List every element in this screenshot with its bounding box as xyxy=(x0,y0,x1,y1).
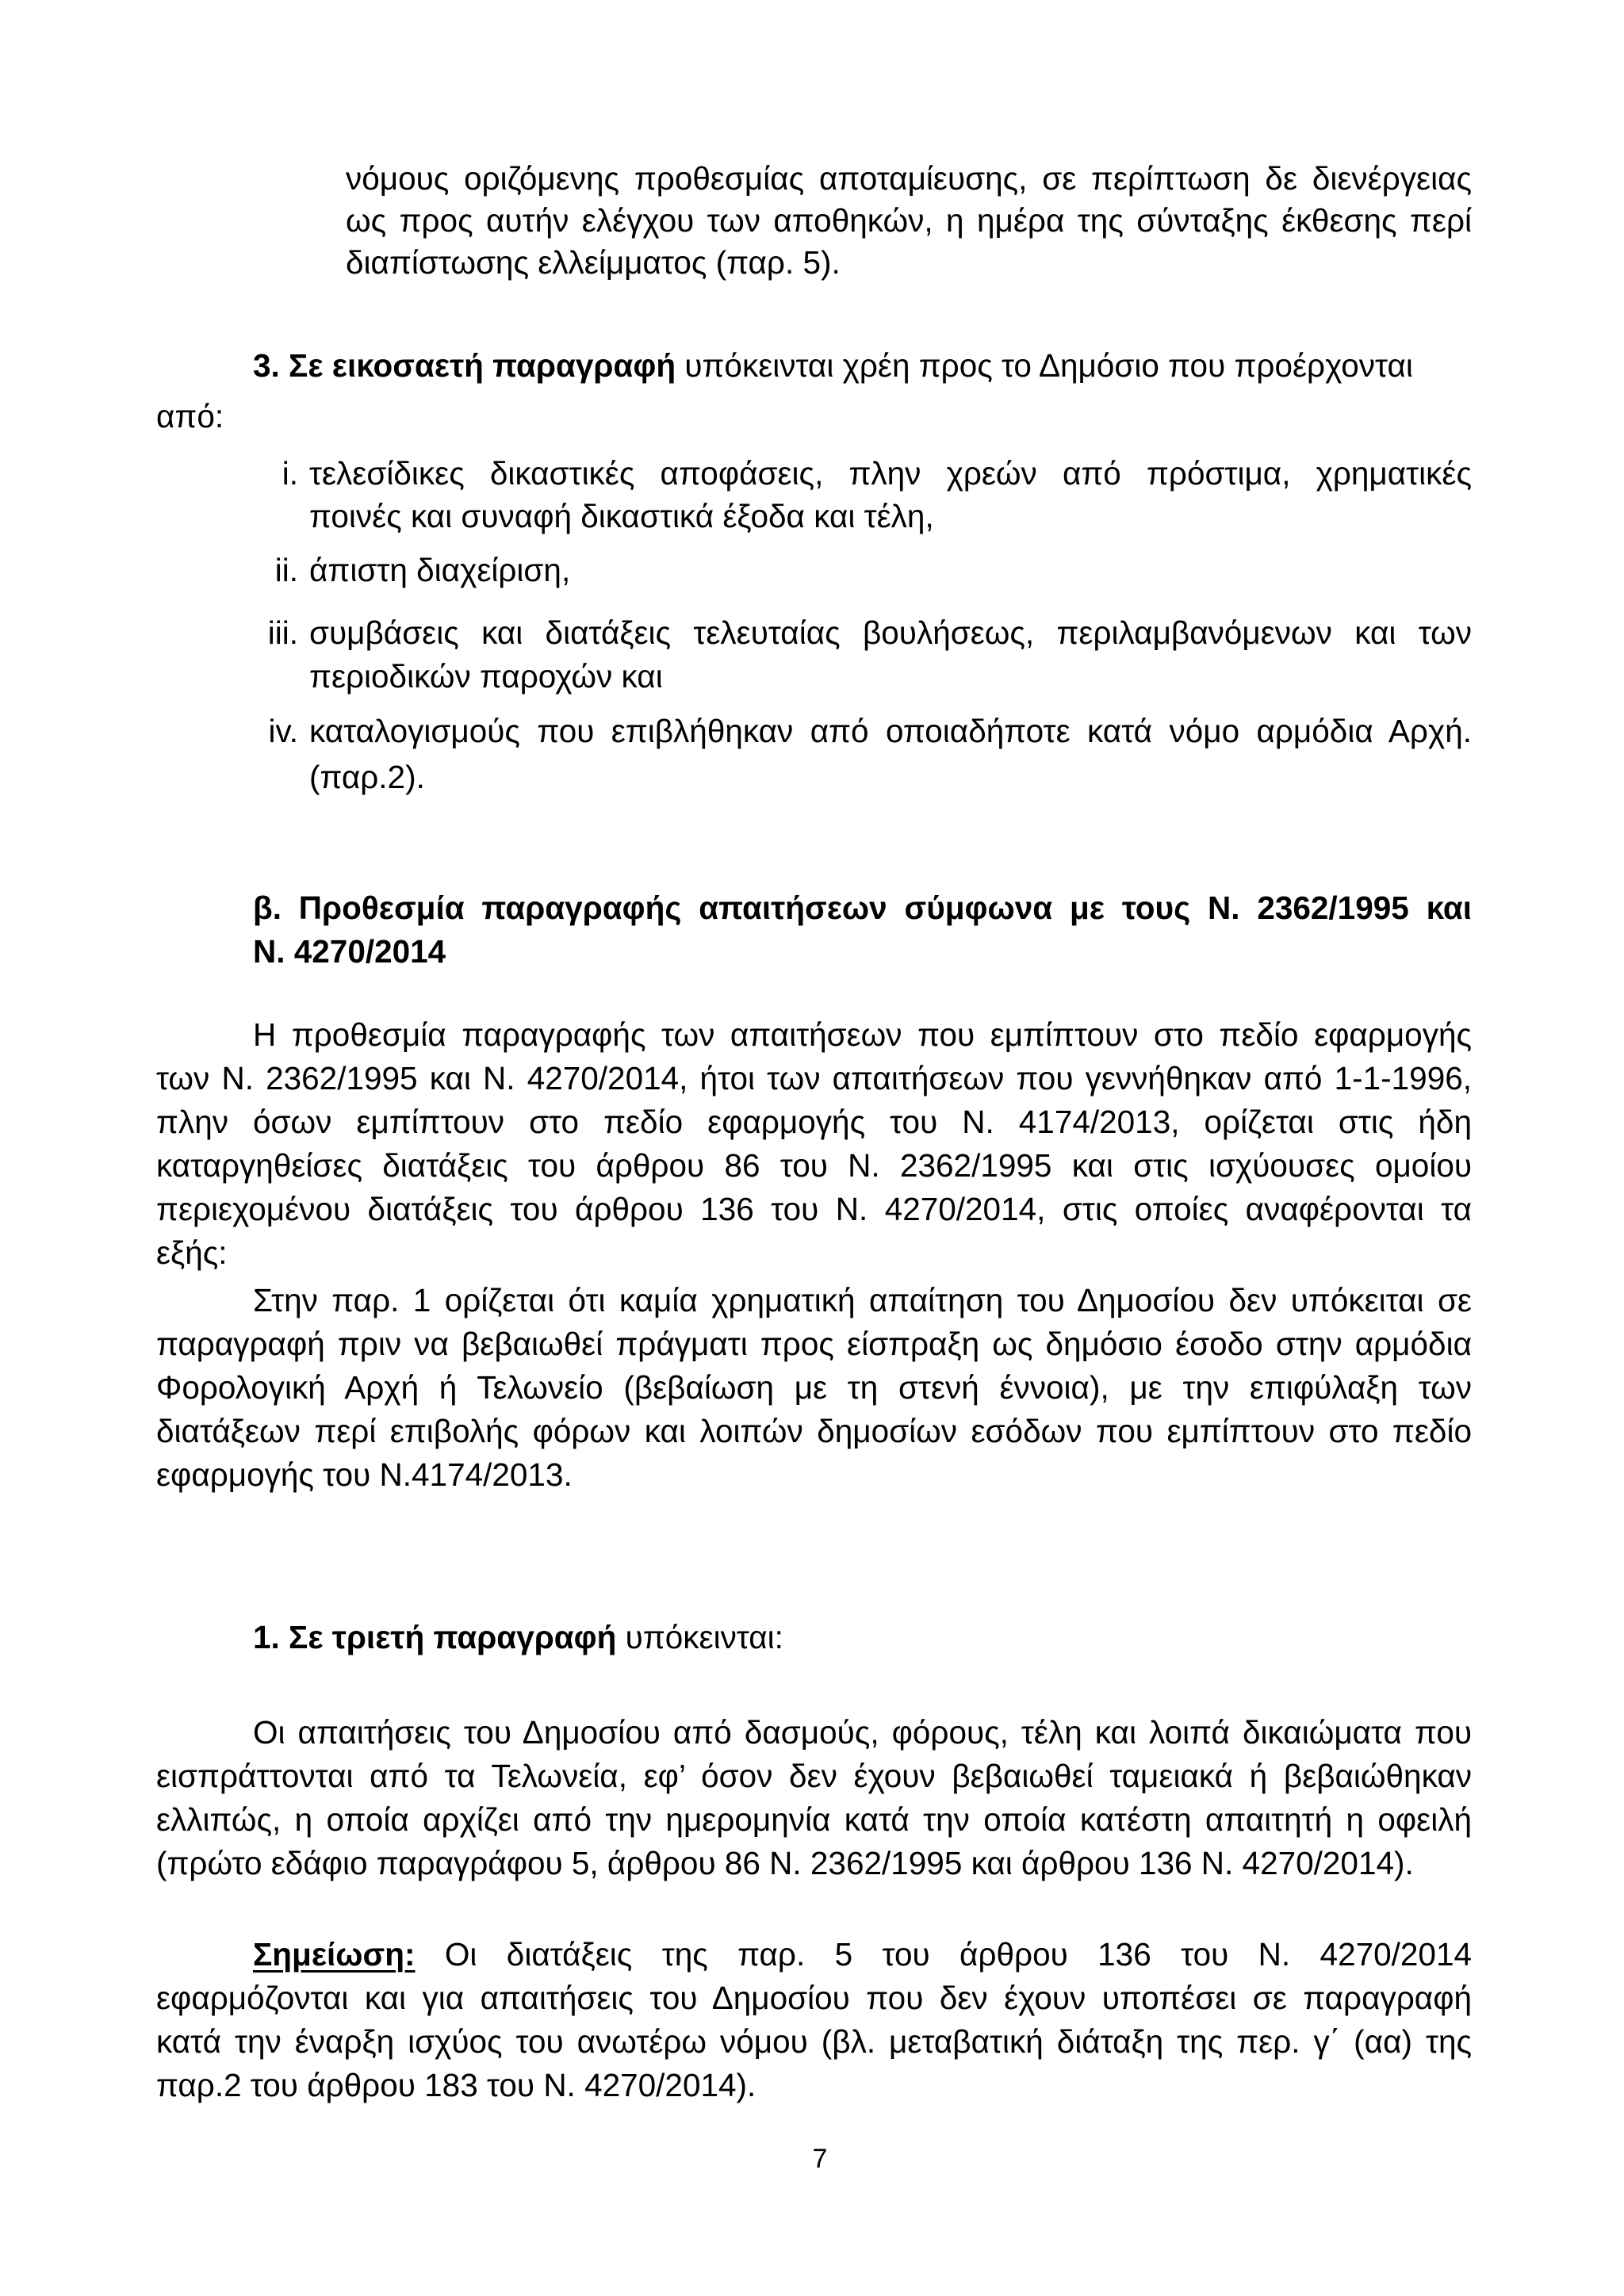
list-item-iii-line-1: συμβάσεις και διατάξεις τελευταίας βουλήσεως, περιλαμβανόμενων και των xyxy=(309,614,1472,651)
intro-line-1: νόμους οριζόμενης προθεσμίας αποταμίευσης, σε περίπτωση δε διενέργειας xyxy=(346,160,1472,197)
note-label: Σημείωση: xyxy=(253,1936,416,1973)
beta-p1-line-6: εξής: xyxy=(156,1234,228,1271)
section-1-heading xyxy=(253,1621,783,1654)
section-1-heading-rest: υπόκεινται: xyxy=(625,1619,783,1655)
note-line-3: κατά την έναρξη ισχύος του ανωτέρω νόμου (βλ. μεταβατική διάταξη της περ. γ΄ (αα) της xyxy=(156,2023,1472,2060)
list-item-i-line-2: ποινές και συναφή δικαστικά έξοδα και τέλη, xyxy=(309,498,934,534)
beta-p1-line-1: Η προθεσμία παραγραφής των απαιτήσεων που εμπίπτουν στο πεδίο εφαρμογής xyxy=(253,1016,1472,1053)
beta-p1-line-5: περιεχομένου διατάξεις του άρθρου 136 του Ν. 4270/2014, στις οποίες αναφέρονται τα xyxy=(156,1191,1472,1227)
beta-p1-line-2: των Ν. 2362/1995 και Ν. 4270/2014, ήτοι των απαιτήσεων που γεννήθηκαν από 1-1-1996, xyxy=(156,1060,1472,1096)
list-numeral-iii: iii. xyxy=(267,614,298,651)
beta-p1-line-3: πλην όσων εμπίπτουν στο πεδίο εφαρμογής του Ν. 4174/2013, ορίζεται στις ήδη xyxy=(156,1104,1472,1140)
page-number: 7 xyxy=(812,2144,828,2174)
section-3-heading xyxy=(253,347,1413,384)
note-line-1 xyxy=(253,1938,1472,1971)
section-1-line-1: Οι απαιτήσεις του Δημοσίου από δασμούς, φόρους, τέλη και λοιπά δικαιώματα που xyxy=(253,1714,1472,1751)
section-1-line-3: ελλιπώς, η οποία αρχίζει από την ημερομηνία κατά την οποία κατέστη απαιτητή η οφειλή xyxy=(156,1801,1472,1838)
section-3-continuation: από: xyxy=(156,398,224,434)
list-numeral-iv: iv. xyxy=(268,713,298,749)
note-line-1-rest: Οι διατάξεις της παρ. 5 του άρθρου 136 του Ν. 4270/2014 xyxy=(444,1936,1472,1973)
section-beta-title-line-1: β. Προθεσμία παραγραφής απαιτήσεων σύμφωνα με τους Ν. 2362/1995 και xyxy=(253,890,1472,926)
beta-p2-line-1: Στην παρ. 1 ορίζεται ότι καμία χρηματική απαίτηση του Δημοσίου δεν υπόκειται σε xyxy=(253,1282,1472,1318)
note-line-2: εφαρμόζονται και για απαιτήσεις του Δημοσίου που δεν έχουν υποπέσει σε παραγραφή xyxy=(156,1980,1472,2016)
intro-line-3: διαπίστωσης ελλείμματος (παρ. 5). xyxy=(346,244,841,281)
list-item-iv-line-1: καταλογισμούς που επιβλήθηκαν από οποιαδήποτε κατά νόμο αρμόδια Αρχή. xyxy=(309,713,1472,749)
note-line-4: παρ.2 του άρθρου 183 του Ν. 4270/2014). xyxy=(156,2067,756,2103)
intro-line-2: ως προς αυτήν ελέγχου των αποθηκών, η ημέρα της σύνταξης έκθεσης περί xyxy=(346,202,1472,239)
section-3-heading-rest: υπόκεινται χρέη προς το Δημόσιο που προέρχονται xyxy=(684,347,1413,384)
beta-p2-line-3: Φορολογική Αρχή ή Τελωνείο (βεβαίωση με τη στενή έννοια), με την επιφύλαξη των xyxy=(156,1369,1472,1406)
list-item-i-line-1: τελεσίδικες δικαστικές αποφάσεις, πλην χρεών από πρόστιμα, χρηματικές xyxy=(309,455,1472,492)
section-1-line-4: (πρώτο εδάφιο παραγράφου 5, άρθρου 86 Ν. 2362/1995 και άρθρου 136 Ν. 4270/2014). xyxy=(156,1845,1414,1881)
list-numeral-i: i. xyxy=(282,455,298,492)
section-beta-title-line-2: Ν. 4270/2014 xyxy=(253,933,446,970)
section-1-line-2: εισπράττονται από τα Τελωνεία, εφ’ όσον δεν έχουν βεβαιωθεί ταμειακά ή βεβαιώθηκαν xyxy=(156,1758,1472,1794)
beta-p2-line-5: εφαρμογής του Ν.4174/2013. xyxy=(156,1456,573,1493)
section-3-heading-bold: 3. Σε εικοσαετή παραγραφή xyxy=(253,347,676,384)
list-numeral-ii: ii. xyxy=(274,552,298,588)
list-item-iii-line-2: περιοδικών παροχών και xyxy=(309,658,663,695)
list-item-iv-line-2: (παρ.2). xyxy=(309,759,425,795)
beta-p2-line-2: παραγραφή πριν να βεβαιωθεί πράγματι προς είσπραξη ως δημόσιο έσοδο στην αρμόδια xyxy=(156,1326,1472,1362)
beta-p2-line-4: διατάξεων περί επιβολής φόρων και λοιπών δημοσίων εσόδων που εμπίπτουν στο πεδίο xyxy=(156,1413,1472,1449)
beta-p1-line-4: καταργηθείσες διατάξεις του άρθρου 86 του Ν. 2362/1995 και στις ισχύουσες ομοίου xyxy=(156,1147,1472,1184)
section-1-heading-bold: 1. Σε τριετή παραγραφή xyxy=(253,1619,617,1655)
list-item-ii-line-1: άπιστη διαχείριση, xyxy=(309,552,571,588)
